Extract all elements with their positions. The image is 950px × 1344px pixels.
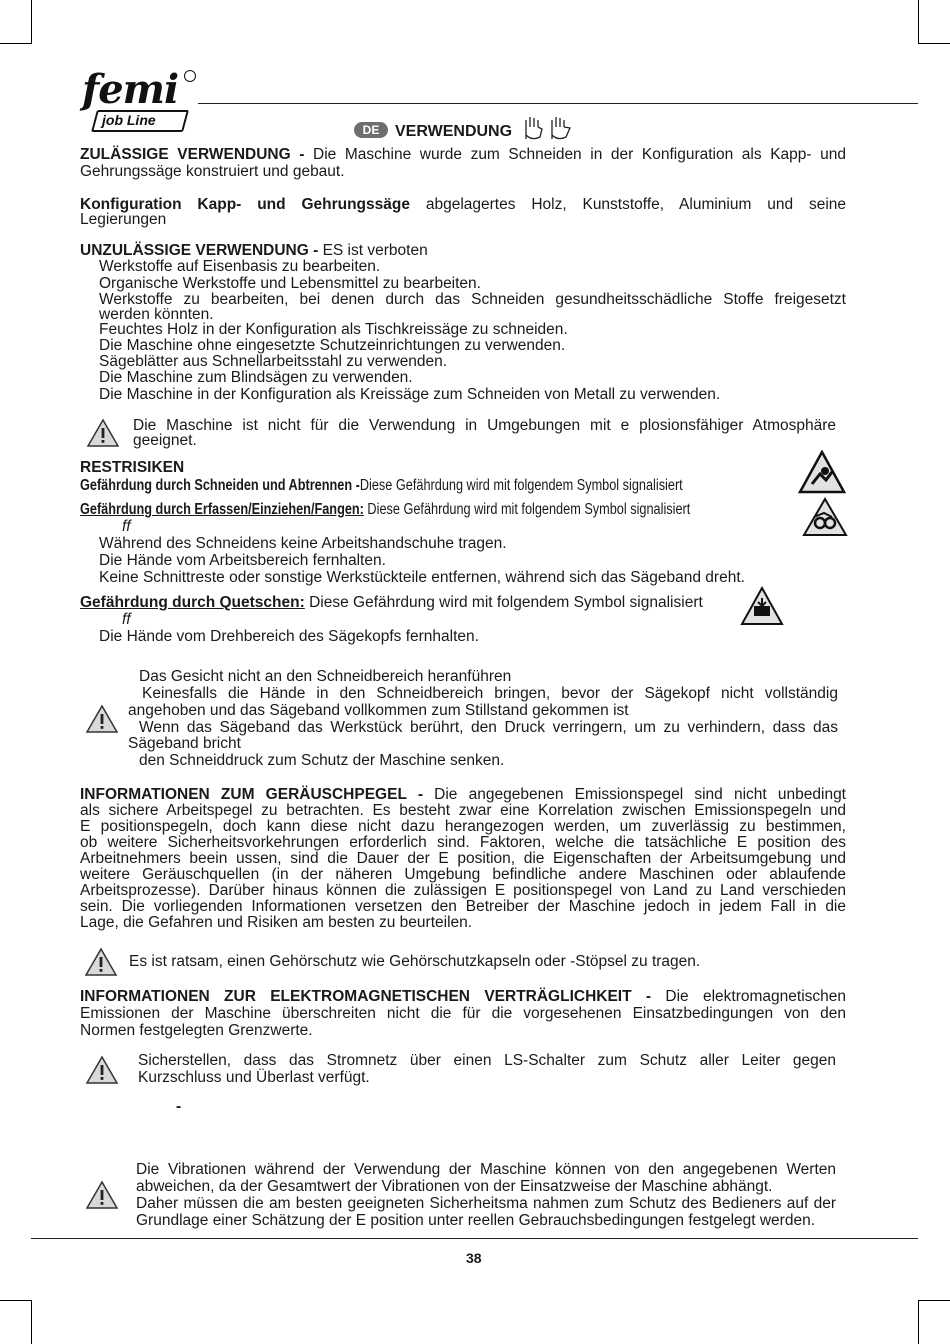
noise-heading: INFORMATIONEN ZUM GERÄUSCHPEGEL - xyxy=(80,786,423,803)
config-text-2: Legierungen xyxy=(80,211,167,228)
cutting-warning-line: Wenn das Sägeband das Werkstück berührt, den Druck verringern, um zu verhindern, dass das xyxy=(139,719,838,736)
cutting-warning-line: angehoben und das Sägeband vollkommen zum Stillstand gekommen ist xyxy=(128,702,629,719)
improper-item: Organische Werkstoffe und Lebensmittel zu bearbeiten. xyxy=(99,275,481,292)
emc-heading: INFORMATIONEN ZUR ELEKTROMAGNETISCHEN VERTRÄGLICHKEIT - xyxy=(80,988,652,1005)
residual-risks-heading: RESTRISIKEN xyxy=(80,459,185,476)
config-text-1: abgelagertes Holz, Kunststoffe, Aluminium und seine xyxy=(425,196,846,213)
footer-rule xyxy=(31,1238,918,1239)
improper-item: Werkstoffe auf Eisenbasis zu bearbeiten. xyxy=(99,258,381,275)
breaker-warning-1: Sicherstellen, dass das Stromnetz über einen LS-Schalter zum Schutz aller Leiter gegen xyxy=(138,1052,836,1069)
vibration-text: Die Vibrationen während der Verwendung der Maschine können von den angegebenen Werten xyxy=(136,1161,836,1178)
noise-text: weitere Geräuschquellen (in der näheren Umgebung befindliche andere Maschinen oder ablaufende xyxy=(80,866,846,883)
improper-item: Sägeblätter aus Schnellarbeitsstahl zu verwenden. xyxy=(99,353,448,370)
noise-para-line xyxy=(80,787,846,803)
intended-use-para xyxy=(80,147,846,163)
noise-text: sein. Die vorliegenden Informationen versetzen den Betreiber der Maschine jedoch in jedem Fall in die xyxy=(80,898,846,915)
crush-hazard-heading: Gefährdung durch Quetschen: xyxy=(80,594,305,611)
explosion-warning-1: Die Maschine ist nicht für die Verwendung in Umgebungen mit e plosionsfähiger Atmosphäre xyxy=(133,417,836,434)
cutting-hazard-icon xyxy=(798,450,846,494)
crush-hazard-text: Diese Gefährdung wird mit folgendem Symbol signalisiert xyxy=(309,594,703,611)
vibration-text: Daher müssen die am besten geeigneten Sicherheitsma nahmen zum Schutz des Bedieners auf der xyxy=(136,1195,836,1212)
noise-text: als sichere Arbeitspegel zu betrachten. Es besteht zwar eine Korrelation zwischen Emissionspegeln und xyxy=(80,802,846,819)
noise-text: Arbeitnehmers beein ussen, sind die Dauer der E position, die Eigenschaften der Arbeitsumgebung und xyxy=(80,850,846,867)
improper-item: Die Maschine ohne eingesetzte Schutzeinrichtungen zu verwenden. xyxy=(99,337,566,354)
logo-wordmark: femi xyxy=(82,66,179,113)
warning-triangle-icon xyxy=(86,418,120,448)
entangle-hazard-text: Diese Gefährdung wird mit folgendem Symbol signalisiert xyxy=(367,501,691,518)
entangle-item: Keine Schnittreste oder sonstige Werkstückteile entfernen, während sich das Sägeband dreht. xyxy=(99,569,745,586)
warning-triangle-icon xyxy=(85,1180,119,1210)
improper-use-intro: ES ist verboten xyxy=(322,242,428,259)
language-badge: DE xyxy=(354,122,388,138)
cut-hazard-text: Diese Gefährdung wird mit folgendem Symbol signalisiert xyxy=(359,477,683,494)
warning-triangle-icon xyxy=(85,1055,119,1085)
improper-use-heading: UNZULÄSSIGE VERWENDUNG - xyxy=(80,242,319,259)
crush-hazard-line xyxy=(80,595,703,611)
registered-mark-icon xyxy=(184,70,196,82)
improper-item: werden könnten. xyxy=(99,306,214,323)
cut-hazard-line xyxy=(80,478,683,494)
config-heading: Konfiguration Kapp- und Gehrungssäge xyxy=(80,196,410,213)
warning-triangle-icon xyxy=(85,704,119,734)
intended-use-text-2: Gehrungssäge konstruiert und gebaut. xyxy=(80,163,345,180)
cutting-warning-line: Keinesfalls die Hände in den Schneidbereich bringen, bevor der Sägekopf nicht vollständig xyxy=(142,685,838,702)
entangle-hazard-line xyxy=(80,502,690,518)
config-para xyxy=(80,197,846,213)
entangle-item: Die Hände vom Arbeitsbereich fernhalten. xyxy=(99,552,386,569)
warning-triangle-icon xyxy=(84,947,118,977)
entanglement-hazard-icon xyxy=(802,497,848,537)
noise-text: Die angegebenen Emissionspegel sind nicht unbedingt xyxy=(434,786,846,803)
crushing-hazard-icon xyxy=(740,586,784,626)
noise-text: ob weitere Sicherheitsvorkehrungen erforderlich sind. Faktoren, welche die tatsächliche E position des xyxy=(80,834,846,851)
dash-mark: - xyxy=(176,1098,182,1115)
vibration-text: abweichen, da der Gesamtwert der Vibrationen von der Einsatzweise der Maschine abhängt. xyxy=(136,1178,773,1195)
page-number: 38 xyxy=(466,1250,482,1266)
logo-subtitle: job Line xyxy=(102,112,156,128)
breaker-warning-2: Kurzschluss und Überlast verfügt. xyxy=(138,1069,370,1086)
crush-item: Die Hände vom Drehbereich des Sägekopfs fernhalten. xyxy=(99,628,479,645)
noise-text: Lage, die Gefahren und Risiken am besten zu beurteilen. xyxy=(80,914,473,931)
page-title: VERWENDUNG xyxy=(395,123,513,140)
crush-ff: ff xyxy=(122,611,131,628)
brand-logo xyxy=(80,66,200,132)
emc-text: Die elektromagnetischen xyxy=(665,988,846,1005)
header-rule xyxy=(198,103,918,104)
noise-text: Arbeitsprozesse). Darüber hinaus können die zulässigen E positionspegel von Land zu Land verschieden xyxy=(80,882,846,899)
entangle-item: Während des Schneidens keine Arbeitshandschuhe tragen. xyxy=(99,535,507,552)
entangle-hazard-heading: Gefährdung durch Erfassen/Einziehen/Fangen: xyxy=(80,501,364,518)
cutting-warning-line: Das Gesicht nicht an den Schneidbereich heranführen xyxy=(139,668,512,685)
emc-para-line xyxy=(80,989,846,1005)
intended-use-text-1: Die Maschine wurde zum Schneiden in der Konfiguration als Kapp- und xyxy=(313,146,846,163)
explosion-warning-2: geeignet. xyxy=(133,432,197,449)
hands-icon xyxy=(522,115,574,141)
entangle-ff: ff xyxy=(122,518,131,535)
improper-item: Die Maschine zum Blindsägen zu verwenden. xyxy=(99,369,413,386)
noise-text: E positionspegeln, doch kann diese nicht dazu herangezogen werden, um zuverlässig zu bestimmen, xyxy=(80,818,846,835)
hearing-protection-warning: Es ist ratsam, einen Gehörschutz wie Gehörschutzkapseln oder -Stöpsel zu tragen. xyxy=(129,953,701,970)
improper-item: Die Maschine in der Konfiguration als Kreissäge zum Schneiden von Metall zu verwenden. xyxy=(99,386,721,403)
improper-item: Feuchtes Holz in der Konfiguration als Tischkreissäge zu schneiden. xyxy=(99,321,568,338)
cut-hazard-heading: Gefährdung durch Schneiden und Abtrennen - xyxy=(80,477,360,494)
cutting-warning-line: den Schneiddruck zum Schutz der Maschine senken. xyxy=(139,752,505,769)
vibration-text: Grundlage einer Schätzung der E position unter reellen Gebrauchsbedingungen festgelegt werden. xyxy=(136,1212,816,1229)
improper-item: Werkstoffe zu bearbeiten, bei denen durch das Schneiden gesundheitsschädliche Stoffe freigesetzt xyxy=(99,291,846,308)
emc-text: Normen festgelegten Grenzwerte. xyxy=(80,1022,313,1039)
emc-text: Emissionen der Maschine überschreiten nicht die für die vorgesehenen Einsatzbedingungen von den xyxy=(80,1005,846,1022)
cutting-warning-line: Sägeband bricht xyxy=(128,735,241,752)
intended-use-heading: ZULÄSSIGE VERWENDUNG - xyxy=(80,146,305,163)
improper-use-heading-line xyxy=(80,243,428,259)
